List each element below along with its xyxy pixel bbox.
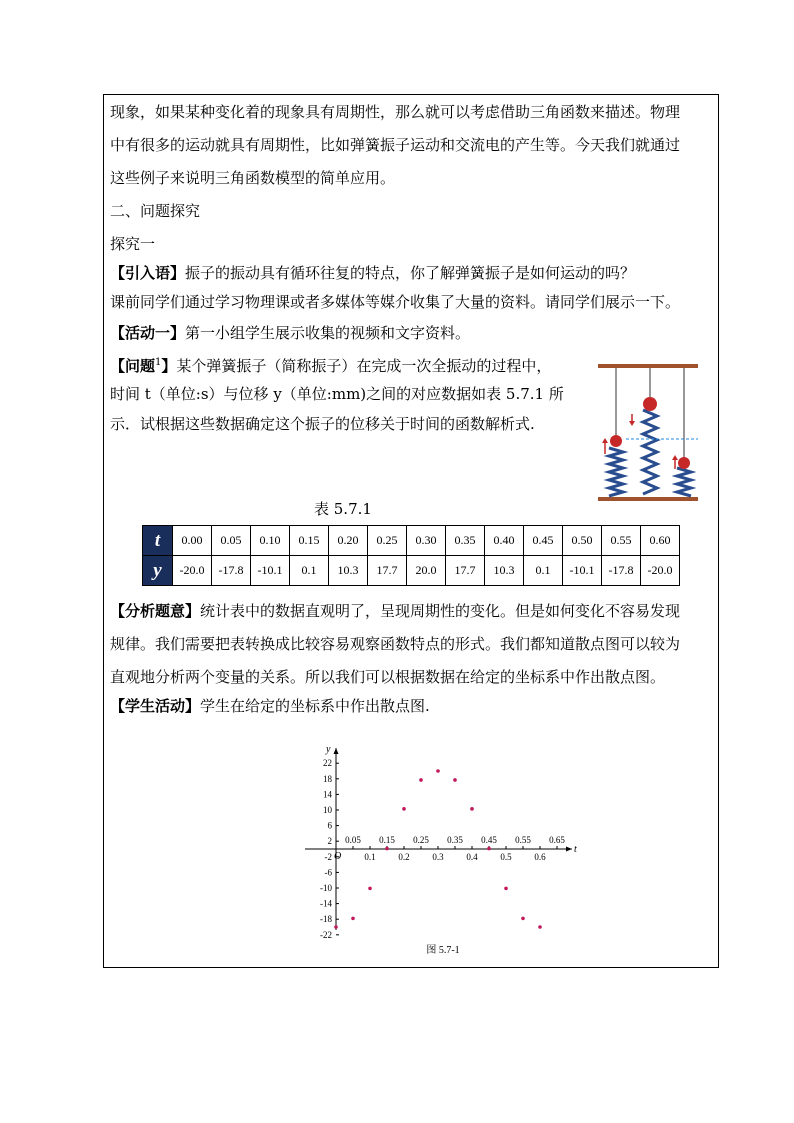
x-tick-label: 0.15	[379, 835, 395, 845]
table-cell: -10.1	[563, 556, 602, 586]
student-tag: 【学生活动】	[110, 697, 201, 715]
table-cell: 0.25	[368, 526, 407, 556]
data-point	[504, 887, 508, 891]
table-caption: 表 5.7.1	[314, 500, 372, 518]
table-cell: 17.7	[446, 556, 485, 586]
data-point	[538, 925, 542, 929]
y-axis-arrow	[334, 748, 339, 754]
x-tick-label: 0.55	[515, 835, 531, 845]
table-cell: -20.0	[173, 556, 212, 586]
y-tick-label: -6	[324, 867, 332, 878]
data-point	[419, 778, 423, 782]
table-cell: 10.3	[329, 556, 368, 586]
table-cell: 0.15	[290, 526, 329, 556]
data-point	[385, 847, 389, 851]
intro-line-3: 这些例子来说明三角函数模型的简单应用。	[110, 169, 396, 187]
table-cell: 0.20	[329, 526, 368, 556]
table-cell: 0.45	[524, 526, 563, 556]
x-tick-label: 0.3	[432, 852, 444, 862]
y-tick-label: -10	[320, 883, 332, 893]
student-text: 学生在给定的坐标系中作出散点图.	[200, 697, 430, 715]
y-tick-label: -2	[324, 851, 332, 862]
origin-label: O	[334, 851, 342, 862]
table-cell: 17.7	[368, 556, 407, 586]
table-cell: -20.0	[641, 556, 680, 586]
figure-caption: 图 5.7-1	[426, 945, 460, 956]
intro-line-1: 现象，如果某种变化着的现象具有周期性，那么就可以考虑借助三角函数来描述。物理	[110, 103, 681, 121]
question-1-text: 某个弹簧振子（简称振子）在完成一次全振动的过程中，	[176, 357, 552, 375]
t-header: t	[143, 526, 173, 556]
data-point	[368, 887, 372, 891]
y-tick-label: 18	[323, 773, 332, 784]
table-cell: 0.60	[641, 526, 680, 556]
table-cell: 10.3	[485, 556, 524, 586]
table-row-y	[143, 556, 680, 586]
intro-text: 振子的振动具有循环往复的特点，你了解弹簧振子是如何运动的吗？	[185, 264, 636, 282]
table-cell: 0.1	[524, 556, 563, 586]
y-tick-label: 10	[323, 805, 332, 815]
x-tick-label: 0.2	[398, 852, 410, 862]
x-tick-label: 0.6	[534, 852, 546, 862]
table-cell: 20.0	[407, 556, 446, 586]
x-tick-label: 0.4	[466, 852, 478, 862]
table-cell: -10.1	[251, 556, 290, 586]
intro-tag: 【引入语】	[110, 264, 186, 282]
scatter-plot	[300, 740, 590, 958]
student-activity	[110, 690, 430, 723]
y-tick-label: 22	[323, 758, 332, 769]
data-table	[142, 525, 680, 586]
analysis-tag: 【分析题意】	[110, 602, 201, 620]
analysis-text: 统计表中的数据直观明了，呈现周期性的变化。但是如何变化不容易发现	[200, 602, 681, 620]
section-heading: 二、问题探究	[110, 202, 201, 220]
x-tick-label: 0.65	[549, 835, 565, 845]
x-tick-label: 0.05	[345, 835, 361, 845]
question-1-tag: 【问题	[110, 357, 156, 375]
data-point	[470, 807, 474, 811]
x-tick-label: 0.25	[413, 835, 429, 845]
question-1-line-3: 示．试根据这些数据确定这个振子的位移关于时间的函数解析式.	[110, 415, 535, 433]
table-cell: 0.00	[173, 526, 212, 556]
y-tick-label: 14	[323, 789, 332, 800]
activity-1-text: 第一小组学生展示收集的视频和文字资料。	[185, 324, 471, 342]
data-point	[334, 925, 338, 929]
table-cell: 0.55	[602, 526, 641, 556]
data-point	[487, 847, 491, 851]
y-axis-label: y	[326, 744, 331, 755]
table-cell: 0.10	[251, 526, 290, 556]
table-cell: 0.05	[212, 526, 251, 556]
data-point	[453, 778, 457, 782]
table-cell: 0.50	[563, 526, 602, 556]
x-tick-label: 0.5	[500, 852, 512, 862]
x-axis-label: t	[574, 844, 577, 855]
table-row-t	[143, 526, 680, 556]
question-1-close: 】	[161, 357, 177, 375]
table-cell: 0.1	[290, 556, 329, 586]
x-tick-label: 0.45	[481, 835, 497, 845]
table-cell: 0.30	[407, 526, 446, 556]
y-tick-label: -22	[320, 929, 332, 940]
data-point	[436, 769, 440, 773]
data-point	[521, 917, 525, 921]
analysis-line-1	[110, 595, 680, 628]
table-cell: 0.40	[485, 526, 524, 556]
spring-oscillator-figure	[596, 364, 700, 504]
table-cell: -17.8	[212, 556, 251, 586]
x-tick-label: 0.35	[447, 835, 463, 845]
explore-heading: 探究一	[110, 235, 156, 253]
analysis-line-3: 直观地分析两个变量的关系。所以我们可以根据数据在给定的坐标系中作出散点图。	[110, 668, 666, 686]
table-cell: 0.35	[446, 526, 485, 556]
analysis-line-2: 规律。我们需要把表转换成比较容易观察函数特点的形式。我们都知道散点图可以较为	[110, 635, 681, 653]
x-tick-label: 0.1	[364, 852, 376, 862]
prep-line: 课前同学们通过学习物理课或者多媒体等媒介收集了大量的资料。请同学们展示一下。	[110, 293, 681, 311]
x-axis-arrow	[566, 847, 572, 852]
question-1-number: 1	[155, 357, 162, 368]
y-tick-label: -18	[320, 914, 332, 925]
y-tick-label: 2	[327, 836, 332, 847]
y-header: y	[143, 556, 173, 586]
table-cell: -17.8	[602, 556, 641, 586]
data-point	[402, 807, 406, 811]
question-1-line-2: 时间 t（单位:s）与位移 y（单位:mm)之间的对应数据如表 5.7.1 所	[110, 385, 564, 403]
data-point	[351, 917, 355, 921]
y-tick-label: -14	[320, 898, 332, 909]
intro-line-2: 中有很多的运动就具有周期性，比如弹簧振子运动和交流电的产生等。今天我们就通过	[110, 136, 681, 154]
activity-1-tag: 【活动一】	[110, 324, 186, 342]
y-tick-label: 6	[327, 820, 332, 831]
